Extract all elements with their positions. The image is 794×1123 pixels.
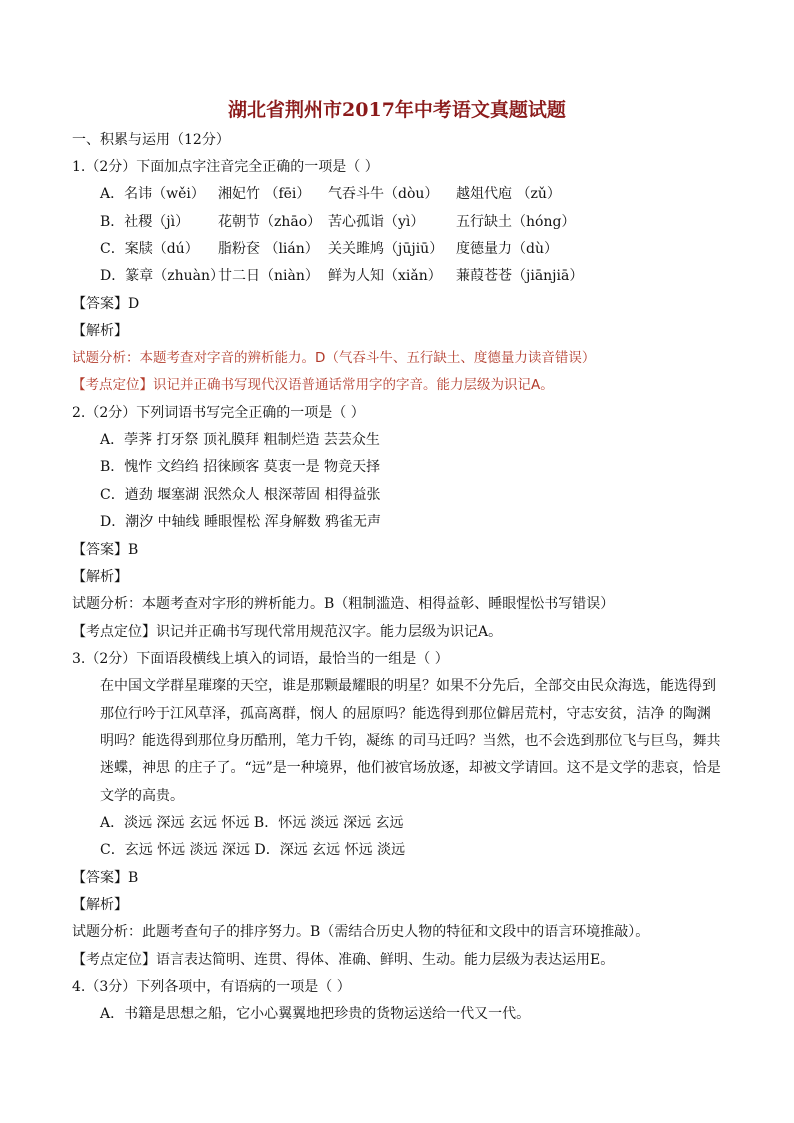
q1-stem: 1.（2分）下面加点字注音完全正确的一项是（ ） xyxy=(72,159,379,175)
q3-passage-line-2: 那位行吟于江风草泽，孤高离群，悯人 的屈原吗？能选得到那位僻居荒村，守志安贫，洁净 的陶渊 xyxy=(100,706,711,722)
q2-option-a: A．荸荠 打牙祭 顶礼膜拜 粗制烂造 芸芸众生 xyxy=(100,432,380,448)
q1-answer: 【答案】D xyxy=(72,296,140,312)
q1-d-2: 廿二日（niàn） xyxy=(218,268,319,284)
q1-option-b xyxy=(100,212,575,232)
q3-passage-line-3: 明吗？能选得到那位身历酷刑，笔力千钧，凝练 的司马迁吗？当然，也不会选到那位飞与巨鸟，舞共 xyxy=(100,733,721,749)
q3-passage-line-5: 文学的高贵。 xyxy=(100,788,184,804)
q2-option-d: D．潮汐 中轴线 睡眼惺松 浑身解数 鸦雀无声 xyxy=(100,514,382,530)
q1-c-1: C．案牍（dú） xyxy=(100,241,199,257)
q3-analysis-text: 试题分析：此题考查句子的排序努力。B（需结合历史人物的特征和文段中的语言环境推敲）。 xyxy=(72,924,650,940)
q1-d-1: D．篆章（zhuàn） xyxy=(100,268,224,284)
q1-a-3: 气吞斗牛（dòu） xyxy=(328,186,439,202)
q3-options-ab: A．淡远 深远 玄远 怀远 B．怀远 淡远 深远 玄远 xyxy=(100,815,404,831)
q1-b-1: B．社稷（jì） xyxy=(100,214,190,230)
page-title: 湖北省荆州市2017年中考语文真题试题 xyxy=(228,99,566,121)
q2-analysis-heading: 【解析】 xyxy=(72,569,128,585)
q1-option-c xyxy=(100,239,558,259)
q2-kaodian: 【考点定位】识记并正确书写现代常用规范汉字。能力层级为识记A。 xyxy=(72,624,503,640)
q1-d-4: 蒹葭苍苍（jiānjiā） xyxy=(456,268,584,284)
q2-stem: 2.（2分）下列词语书写完全正确的一项是（ ） xyxy=(72,405,365,421)
q1-a-2: 湘妃竹 （fēi） xyxy=(218,186,311,202)
q1-option-d xyxy=(100,266,583,286)
q1-a-4: 越俎代庖 （zǔ） xyxy=(456,186,561,202)
q1-a-1: A．名讳（wěi） xyxy=(100,186,205,202)
q1-d-3: 鲜为人知（xiǎn） xyxy=(328,268,442,284)
q1-c-4: 度德量力（dù） xyxy=(456,241,558,257)
q3-stem: 3.（2分）下面语段横线上填入的词语，最恰当的一组是（ ） xyxy=(72,651,449,667)
q1-c-2: 脂粉奁 （lián） xyxy=(218,241,319,257)
q3-options-cd: C．玄远 怀远 淡远 深远 D．深远 玄远 怀远 淡远 xyxy=(100,842,406,858)
q3-passage-line-1: 在中国文学群星璀璨的天空，谁是那颗最耀眼的明星？如果不分先后，全部交由民众海选，能选得到 xyxy=(100,678,716,694)
q2-option-c: C．遒劲 堰塞湖 泯然众人 根深蒂固 相得益张 xyxy=(100,487,381,503)
q1-b-2: 花朝节（zhāo） xyxy=(218,214,322,230)
q3-answer: 【答案】B xyxy=(72,870,139,886)
q2-answer: 【答案】B xyxy=(72,542,139,558)
q1-analysis-text: 试题分析：本题考查对字音的辨析能力。D（气吞斗牛、五行缺土、度德量力读音错误） xyxy=(72,350,596,366)
q3-analysis-heading: 【解析】 xyxy=(72,897,128,913)
section-heading: 一、积累与运用（12分） xyxy=(72,132,230,148)
q2-option-b: B．愧怍 文绉绉 招徕顾客 莫衷一是 物竞天择 xyxy=(100,459,381,475)
q3-passage-line-4: 迷蝶，神思 的庄子了。“远”是一种境界，他们被官场放逐，却被文学请回。这不是文学的悲哀，恰是 xyxy=(100,760,721,776)
q1-kaodian: 【考点定位】识记并正确书写现代汉语普通话常用字的字音。能力层级为识记A。 xyxy=(72,377,554,393)
q4-stem: 4.（3分）下列各项中，有语病的一项是（ ） xyxy=(72,979,351,995)
q1-option-a xyxy=(100,184,561,204)
q1-c-3: 关关雎鸠（jūjiū） xyxy=(328,241,444,257)
q1-b-3: 苦心孤诣（yì） xyxy=(328,214,425,230)
q1-b-4: 五行缺土（hóng） xyxy=(456,214,576,230)
q3-kaodian: 【考点定位】语言表达简明、连贯、得体、准确、鲜明、生动。能力层级为表达运用E。 xyxy=(72,952,615,968)
q2-analysis-text: 试题分析：本题考查对字形的辨析能力。B（粗制滥造、相得益彰、睡眼惺忪书写错误） xyxy=(72,596,615,612)
q4-option-a: A．书籍是思想之船，它小心翼翼地把珍贵的货物运送给一代又一代。 xyxy=(100,1006,531,1022)
q1-analysis-heading: 【解析】 xyxy=(72,323,128,339)
